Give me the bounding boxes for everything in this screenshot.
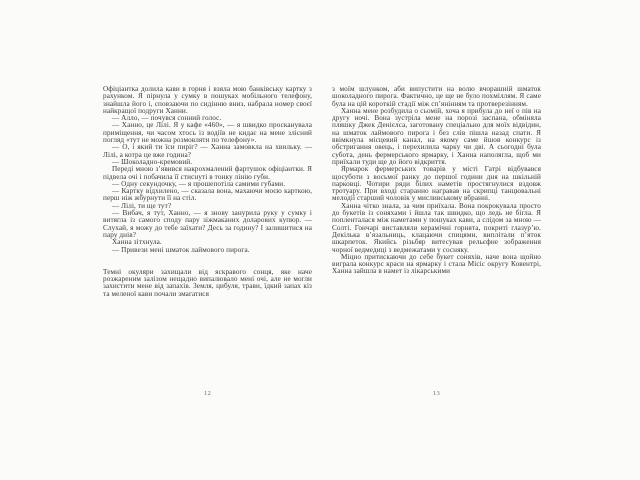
paragraph: Ханна чітко знала, за чим приїхала. Вона покрокувала просто до букетів із соняхами і йшла так швидко, що ледь не бігла. Я попленталася між наметами у пошуках кави, а слідом за мною — Солті. Гончарі виставляли керамічні горнята, покриті глазур’ю. Декілька в’язальниць, клацаючи спицями, виплітали п’яток шкарпеток. Якийсь різьбяр витесував рельєфне зображення чорної ведмедиці з ведмежатами у сосняку. [332,201,541,254]
paragraph: Ярмарок фермерських товарів у місті Гатрі відбувався щосуботи з восьмої ранку до першої години дня на шкільній парковці. Чотири ряди білих наметів простягнулися вздовж тротуару. При вході старанно награвав на скрипці танцювальні мелодії старший чоловік у мисливському вбранні. [332,165,541,203]
paragraph: Темні окуляри захищали від яскравого сонця, яке наче розжареним залізом нещадно випалювало мені очі, але не могли захистити мене від запахів. Земля, цибуля, трави, їдкий запах кіз та меленої кави почали змагатися [103,267,312,298]
paragraph: — Привези мені шматок лаймового пирога. [112,245,250,254]
paragraph: — Одну секундочку, — я прошепотіла самими губами. [112,179,286,188]
page-right-text [332,86,541,276]
paragraph: — Шоколадно-кремовий. [112,157,193,166]
paragraph: Офіціантка долила кави в горня і взяла мою банківську картку з рахунком. Я пірнула у сумку в пошуках мобільного телефону, знайшла його і, сповзаючи по сидінню вниз, набрала номер своєї найкращої подруги Ханни. [103,85,312,115]
paragraph: Ханна зітхнула. [112,238,162,247]
paragraph: Переді мною з’явився накрохмалений фартушок офіціантки. Я підвела очі і побачила її стиснуті в тонку лінію губи. [103,165,312,181]
paragraph: Ханна мене розбудила о сьомій, хоча я прибула до неї о пів на другу ночі. Вона зустріла мене на порозі заспана, обміняла пляшку Джек Денієлса, заготовану спеціально для моїх відвідин, на шматок лаймового пирога і без слів пішла назад спати. Я ввімкнула місцевий канал, на якому саме йшов конкурс із обстригання овець, і перехилила чарку чи дві. А сьогодні була субота, день фермерського ярмарку, і Ханна наполягла, щоб ми приїхали туди ще до його відкриття. [332,106,541,166]
page-number-left: 12 [203,390,212,397]
page-number-right: 13 [432,390,441,397]
paragraph: — Лілі, ти ще тут? [112,201,172,210]
paragraph: — Вибач, я тут, Ханно, — я знову занурила руку у сумку і витягла із самого споду пару зіжмаканих доларових купюр. — Слухай, я можу до тебе заїхати? Десь за годину? І залишитися на пару днів? [103,209,312,239]
paragraph: з моїм шлунком, аби випустити на волю вчорашній шматок шоколадного пирога. Фактично, це ще не було похміллям. Я саме була на цій короткій стадії між сп’янінням та протверезінням. [332,85,541,108]
page-left-text [103,86,312,298]
paragraph: — Картку відхилено, — сказала вона, махаючи моєю карткою, перш ніж жбурнути її на стіл. [103,187,312,203]
paragraph: Міцно притискаючи до себе букет соняхів, наче вона щойно виграла конкурс краси на ярмарку і стала Місіс округу Ковентрі, Ханна зайшла в намет із лікарськими [332,252,541,276]
paragraph: — Ханно, це Лілі. Я у кафе «460», — я швидко просканувала приміщення, чи часом хтось із водіїв не кидає на мене злісний погляд «тут не можна розмовляти по телефону». [103,121,312,145]
page-left [103,86,312,406]
page-right [332,86,541,406]
paragraph: — Алло, — почувся сонний голос. [112,114,222,123]
paragraph: — О, і який ти їси пиріг? — Ханна замовкла на хвильку. — Лілі, а котра це вже година? [103,143,312,159]
